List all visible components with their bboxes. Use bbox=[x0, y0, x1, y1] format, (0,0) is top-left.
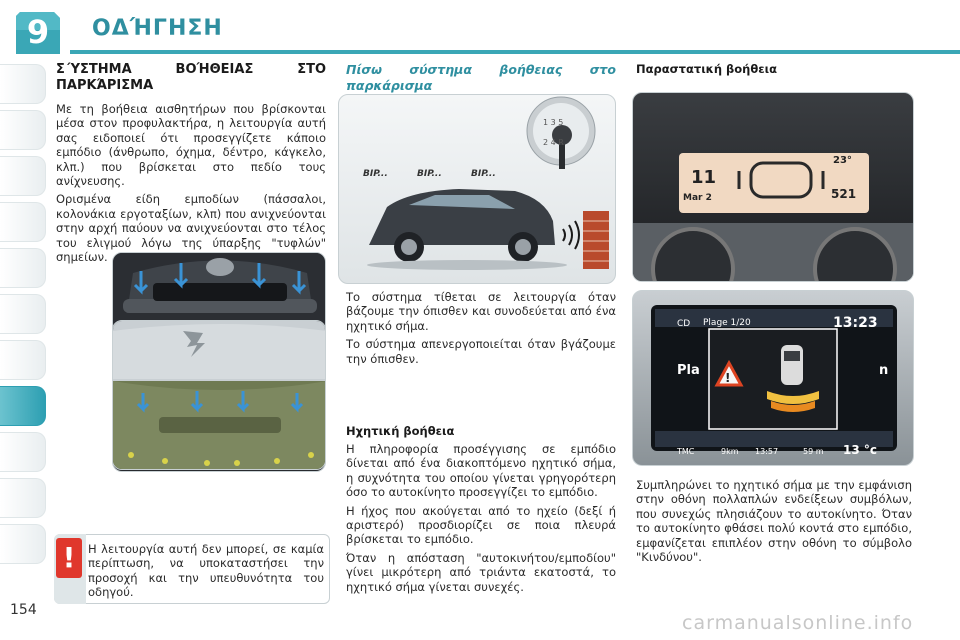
chapter-tab[interactable] bbox=[0, 64, 46, 104]
dash-odometer: 521 bbox=[831, 187, 857, 201]
blind-spot-paragraph: Ορισμένα είδη εμποδίων (πάσσαλοι, κολονάκια εργοταξίων, κλπ) που ανιχνεύονται στην αρχή παύουν να ανιχνεύονται στο τέλος του ελιγμού λόγω της ύπαρξης "τυφλών" σημείων. bbox=[56, 192, 326, 265]
screen-source: CD bbox=[677, 319, 691, 329]
bip-label: BIP... bbox=[471, 169, 496, 179]
bip-label: BIP... bbox=[417, 169, 442, 179]
screen-distance: 9km bbox=[721, 447, 739, 456]
activation-paragraph: Το σύστημα τίθεται σε λειτουργία όταν βάζουμε την όπισθεν και συνοδεύεται από ένα ηχητικό σήμα. bbox=[346, 290, 616, 333]
svg-text:2 4 R: 2 4 R bbox=[543, 138, 564, 147]
reversing-car-illustration bbox=[338, 94, 616, 284]
audio-paragraph-1: Η πληροφορία προσέγγισης σε εμπόδιο δίνεται από ένα διακοπτόμενο ηχητικό σήμα, η συχνότητα του οποίου γίνεται γρηγορότερη όσο το αυτοκίνητο προσεγγίζει το εμπόδιο. bbox=[346, 442, 616, 500]
chapter-tab[interactable] bbox=[0, 156, 46, 196]
screen-track: Plage 1/20 bbox=[703, 318, 751, 328]
visual-assist-paragraph: Συμπληρώνει το ηχητικό σήμα με την εμφάνιση στην οθόνη πολλαπλών ενδείξεων συμβόλων, που συνεχώς πλησιάζουν το αυτοκίνητο. Όταν το αυτοκίνητο φθάσει πολύ κοντά στο εμπόδιο, εμφανίζεται επιπλέον στην οθόνη το σύμβολο "Κινδύνου". bbox=[636, 478, 912, 565]
dash-date: Mar 2 bbox=[683, 193, 712, 203]
svg-text:!: ! bbox=[725, 371, 731, 385]
warning-exclamation-icon: ! bbox=[56, 538, 82, 578]
intro-paragraph: Με τη βοήθεια αισθητήρων που βρίσκονται μέσα στον προφυλακτήρα, η λειτουργία αυτή σας ειδοποιεί ότι προσεγγίζετε κάποιο εμπόδιο (άνθρωπο, όχημα, δέντρο, κάγκελο, κλπ.) που βρίσκεται στο πεδίο τους ανίχνευσης. bbox=[56, 102, 326, 189]
bip-label: BIP... bbox=[363, 169, 388, 179]
screen-outside-temp: 13 °c bbox=[843, 443, 877, 457]
svg-text:1 3 5: 1 3 5 bbox=[543, 118, 564, 127]
audio-assist-section bbox=[346, 424, 616, 594]
chapter-tab[interactable] bbox=[0, 202, 46, 242]
chapter-tabs bbox=[0, 64, 46, 570]
chapter-tab[interactable] bbox=[0, 110, 46, 150]
multifunction-screen-image bbox=[632, 290, 914, 466]
chapter-tab[interactable] bbox=[0, 524, 46, 564]
section-title: Σ΄ΥΣΤΗΜΑ ΒΟΉΘΕΙΑΣ ΣΤΟ ΠΑΡΚΆΡΙΣΜΑ bbox=[56, 62, 326, 93]
chapter-tab[interactable] bbox=[0, 340, 46, 380]
screen-time: 13:23 bbox=[833, 315, 878, 331]
warning-note-text: Η λειτουργία αυτή δεν μπορεί, σε καμία περίπτωση, να υποκαταστήσει την προσοχή και την υπευθυνότητα του οδηγού. bbox=[88, 542, 324, 600]
chapter-tab[interactable] bbox=[0, 294, 46, 334]
chapter-tab[interactable] bbox=[0, 248, 46, 288]
watermark: carmanualsonline.info bbox=[682, 612, 914, 634]
screen-right-stub: n bbox=[879, 363, 889, 378]
left-column bbox=[56, 62, 326, 264]
audio-paragraph-3: Όταν η απόσταση "αυτοκινήτου/εμποδίου" γίνει μικρότερη από τριάντα εκατοστά, το ηχητικό σήμα γίνεται συνεχές. bbox=[346, 550, 616, 594]
chapter-tab[interactable] bbox=[0, 478, 46, 518]
audio-paragraph-2: Η ήχος που ακούγεται από το ηχείο (δεξί ή αριστερό) προσδιορίζει σε ποια πλευρά βρίσκεται το εμπόδιο. bbox=[346, 503, 616, 547]
screen-left-stub: Pla bbox=[677, 363, 700, 378]
chapter-tab[interactable] bbox=[0, 432, 46, 472]
instrument-display-image bbox=[632, 92, 914, 282]
right-column-header bbox=[636, 62, 912, 76]
rear-bumper-sensors-image bbox=[112, 320, 326, 470]
chapter-number: 9 bbox=[26, 13, 50, 51]
chapter-title: ΟΔΉΓΗΣΗ bbox=[92, 16, 223, 41]
screen-eta: 13:57 bbox=[755, 447, 779, 456]
audio-assist-title: Ηχητική βοήθεια bbox=[346, 424, 455, 438]
visual-assist-title: Παραστατική βοήθεια bbox=[636, 62, 778, 76]
screen-tmc: TMC bbox=[677, 447, 695, 456]
middle-column-text bbox=[346, 290, 616, 366]
chapter-tab-active[interactable] bbox=[0, 386, 46, 426]
rear-assist-title: Πίσω σύστημα βοήθειας στο παρκάρισμα bbox=[346, 62, 616, 93]
deactivation-paragraph: Το σύστημα απενεργοποιείται όταν βγάζουμε την όπισθεν. bbox=[346, 337, 616, 366]
dash-temp: 23° bbox=[833, 155, 852, 166]
screen-meters: 59 m bbox=[803, 447, 824, 456]
page-number: 154 bbox=[10, 602, 37, 618]
right-column-text bbox=[636, 478, 912, 564]
middle-column-header bbox=[346, 62, 616, 94]
dash-day: 11 bbox=[691, 167, 717, 188]
header-rule bbox=[70, 50, 960, 54]
